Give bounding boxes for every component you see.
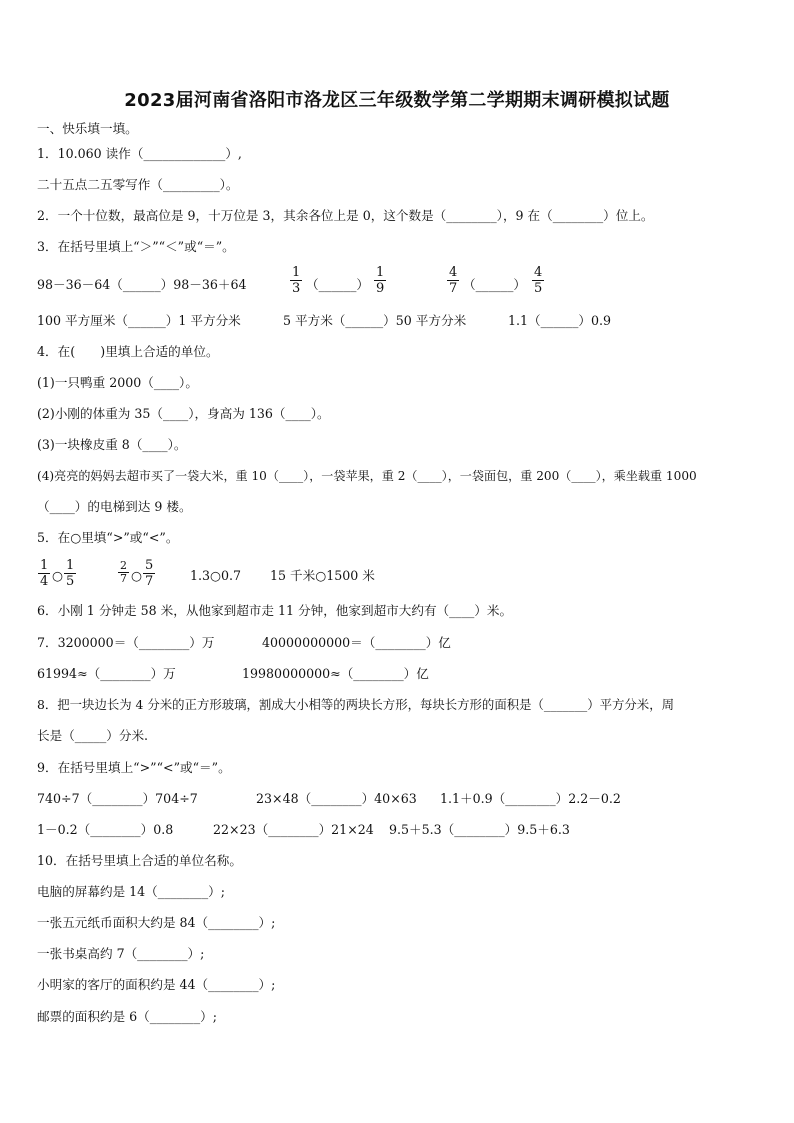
q5-frac2-left: 2 7	[120, 559, 127, 585]
q9-f: 9.5＋5.3（________）9.5＋6.3	[389, 822, 570, 837]
q5-heading: 5．在○里填“>”或“<”。	[37, 530, 179, 545]
q3-heading: 3．在括号里填上“＞”“＜”或“＝”。	[37, 239, 235, 254]
q7-a: 7．3200000＝（________）万	[37, 635, 215, 650]
q4-item-4b: （____）的电梯到达 9 楼。	[37, 499, 192, 514]
q3-row2-a: 100 平方厘米（______）1 平方分米	[37, 313, 241, 328]
q4-item-1: (1)一只鸭重 2000（____）。	[37, 375, 198, 390]
q2-line: 2．一个十位数，最高位是 9，十万位是 3，其余各位上是 0，这个数是（________），9 在（________）位上。	[37, 208, 654, 223]
q3-frac1-left: 1 3	[292, 265, 301, 296]
q9-b: 23×48（________）40×63	[256, 791, 417, 806]
q5-frac1-right: 1 5	[66, 558, 75, 589]
q4-heading: 4．在( )里填上合适的单位。	[37, 344, 219, 359]
q4-item-4a: (4)亮亮的妈妈去超市买了一袋大米，重 10（____），一袋苹果，重 2（____），一袋面包，重 200（____），乘坐载重 1000	[37, 469, 697, 483]
q3-frac2-left: 4 7	[449, 265, 458, 296]
page-title: 2023届河南省洛阳市洛龙区三年级数学第二学期期末调研模拟试题	[124, 90, 670, 111]
q3-row2-c: 1.1（______）0.9	[508, 313, 612, 328]
q7-b: 40000000000＝（________）亿	[262, 635, 451, 650]
q10-item-5: 邮票的面积约是 6（________）;	[37, 1009, 217, 1024]
q4-item-3: (3)一块橡皮重 8（____）。	[37, 437, 187, 452]
q3-frac1-blank: （______）	[306, 277, 369, 292]
q7-c: 61994≈（________）万	[37, 666, 176, 681]
q9-c: 1.1＋0.9（________）2.2－0.2	[440, 791, 621, 806]
q7-d: 19980000000≈（________）亿	[242, 666, 429, 681]
q5-frac1-circle: ○	[52, 568, 63, 583]
q5-frac2-circle: ○	[131, 568, 142, 583]
q3-frac2-blank: （______）	[463, 277, 526, 292]
q10-item-3: 一张书桌高约 7（________）;	[37, 946, 205, 961]
q9-heading: 9．在括号里填上“>”“<”或“＝”。	[37, 760, 231, 775]
q5-compare-3: 1.3○0.7	[190, 568, 242, 583]
q5-frac2-right: 5 7	[145, 558, 154, 589]
q10-item-2: 一张五元纸币面积大约是 84（________）;	[37, 915, 276, 930]
q5-frac1-left: 1 4	[40, 558, 49, 589]
q6-line: 6．小刚 1 分钟走 58 米，从他家到超市走 11 分钟，他家到超市大约有（____）米。	[37, 603, 513, 618]
q1-line-b: 二十五点二五零写作（_________）。	[37, 177, 239, 192]
section-heading: 一、快乐填一填。	[37, 121, 138, 136]
q4-item-2: (2)小刚的体重为 35（____），身高为 136（____）。	[37, 406, 330, 421]
q5-compare-4: 15 千米○1500 米	[270, 568, 375, 583]
q10-heading: 10．在括号里填上合适的单位名称。	[37, 853, 242, 868]
q9-e: 22×23（________）21×24	[213, 822, 374, 837]
q8-line-a: 8．把一块边长为 4 分米的正方形玻璃，割成大小相等的两块长方形，每块长方形的面积是（_______）平方分米，周	[37, 697, 674, 712]
q9-d: 1－0.2（________）0.8	[37, 822, 174, 837]
q10-item-1: 电脑的屏幕约是 14（________）;	[37, 884, 225, 899]
q1-line-a: 1．10.060 读作（_____________）,	[37, 146, 242, 161]
q3-frac2-right: 4 5	[534, 265, 543, 296]
q8-line-b: 长是（_____）分米.	[37, 728, 149, 743]
q3-frac1-right: 1 9	[376, 265, 385, 296]
q3-row2-b: 5 平方米（______）50 平方分米	[283, 313, 467, 328]
q9-a: 740÷7（________）704÷7	[37, 791, 198, 806]
q3-row1-expr: 98－36－64（______）98－36＋64	[37, 277, 247, 292]
q10-item-4: 小明家的客厅的面积约是 44（________）;	[37, 977, 276, 992]
